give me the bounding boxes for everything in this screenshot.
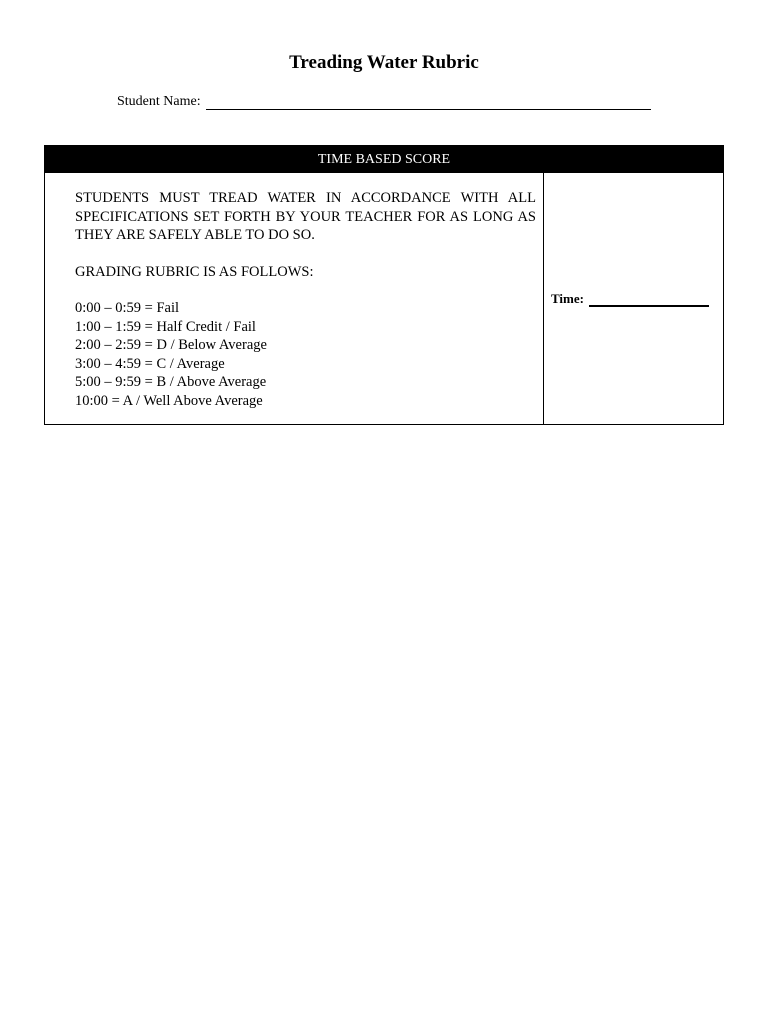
grade-item: 2:00 – 2:59 = D / Below Average [75, 337, 267, 353]
rubric-table [44, 145, 724, 425]
student-name-field[interactable] [206, 95, 651, 110]
time-field[interactable] [589, 293, 709, 307]
grade-item: 0:00 – 0:59 = Fail [75, 300, 180, 316]
grade-item: 5:00 – 9:59 = B / Above Average [75, 374, 267, 390]
rubric-description-cell [45, 173, 544, 424]
time-cell [544, 173, 723, 424]
table-body [45, 173, 723, 424]
student-name-row [117, 94, 651, 110]
time-label: Time: [551, 290, 584, 306]
grade-item: 1:00 – 1:59 = Half Credit / Fail [75, 318, 256, 335]
time-row [551, 291, 709, 307]
grade-item: 3:00 – 4:59 = C / Average [75, 355, 225, 372]
instructions-text: STUDENTS MUST TREAD WATER IN ACCORDANCE WITH ALL SPECIFICATIONS SET FORTH BY YOUR TEACHER FOR AS LONG AS THEY ARE SAFELY ABLE TO DO SO. [75, 190, 536, 243]
grade-item: 10:00 = A / Well Above Average [75, 392, 263, 409]
student-name-label: Student Name: [117, 94, 201, 109]
document-title: Treading Water Rubric [289, 52, 479, 73]
table-header: TIME BASED SCORE [45, 146, 723, 173]
grade-list [75, 299, 536, 410]
rubric-heading: GRADING RUBRIC IS AS FOLLOWS: [75, 263, 314, 280]
